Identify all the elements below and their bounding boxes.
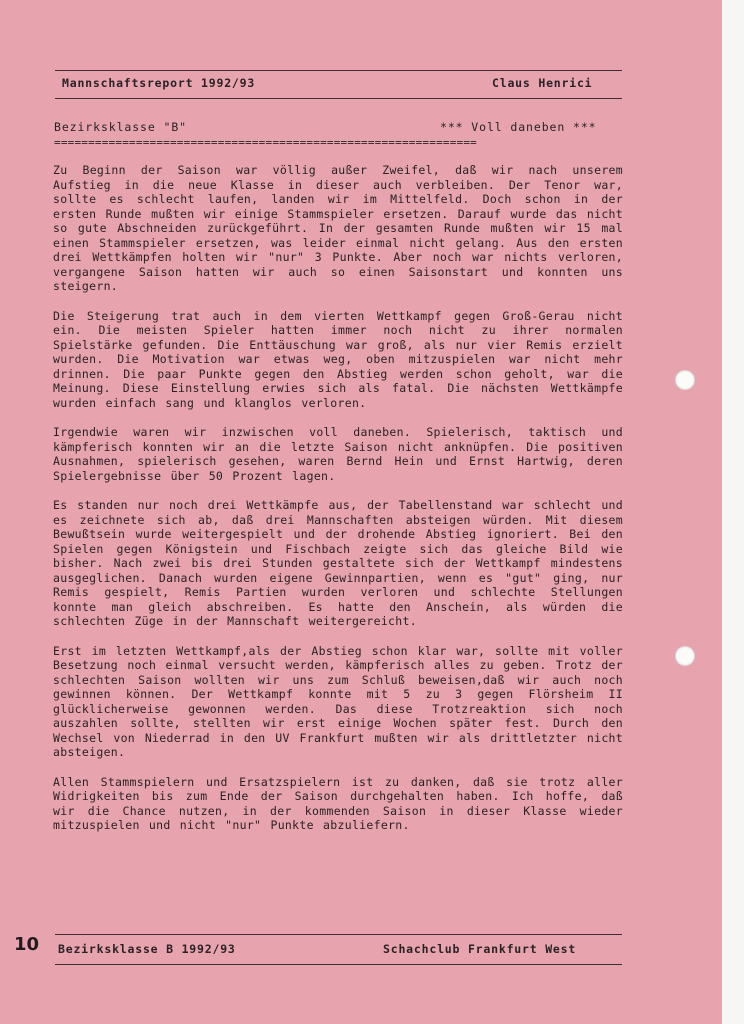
paragraph-5: Erst im letzten Wettkampf,als der Abstieg schon klar war, sollte mit voller Besetzung noch einmal versucht werden, kämpferisch alles zu geben. Trotz der schlechten Saison wollten wir uns zum Schluß beweisen,daß wir auch noch gewinnen können. Der Wettkampf konnte mit 5 zu 3 gegen Flörsheim II glücklicherweise gewonnen werden. Das diese Trotzreaktion sich noch auszahlen sollte, stellten wir erst einige Wochen später fest. Durch den Wechsel von Niederrad in den UV Frankfurt mußten wir als drittletzter nicht absteigen.: [53, 643, 623, 759]
punch-hole-bottom: [675, 646, 695, 666]
double-rule-divider: ==============================================================: [54, 138, 477, 147]
paragraph-6: Allen Stammspielern und Ersatzspielern ist zu danken, daß sie trotz aller Widrigkeiten bis zum Ende der Saison durchgehalten haben. Ich hoffe, daß wir die Chance nutzen, in der kommenden Saison in dieser Klasse wieder mitzuspielen und nicht "nur" Punkte abzuliefern.: [53, 774, 623, 832]
footer-bottom-rule: [55, 964, 622, 965]
paragraph-4: Es standen nur noch drei Wettkämpfe aus, der Tabellenstand war schlecht und es zeichnete sich ab, daß drei Mannschaften absteigen würden. Mit diesem Bewußtsein wurde weitergespielt und der drohende Abstieg ignoriert. Bei den Spielen gegen Königstein und Fischbach zeigte sich das gleiche Bild wie bisher. Nach zwei bis drei Stunden gestaltete sich der Wettkampf mindestens ausgeglichen. Danach wurden eigene Gewinnpartien, wenn es "gut" ging, nur Remis gespielt, Remis Partien wurden verloren und schlechte Stellungen konnte man gleich abschreiben. Es hatte den Anschein, als würden die schlechten Züge in der Mannschaft weitergereicht.: [53, 498, 623, 628]
page-number: 10: [14, 934, 40, 955]
report-title: Mannschaftsreport 1992/93: [62, 76, 256, 90]
author-name: Claus Henrici: [492, 76, 593, 90]
header-top-rule: [55, 70, 622, 71]
league-label: Bezirksklasse "B": [54, 120, 188, 134]
scan-margin: [722, 0, 744, 1024]
punch-hole-top: [675, 370, 695, 390]
footer-top-rule: [55, 934, 622, 935]
header-bottom-rule: [55, 98, 622, 99]
report-motto: *** Voll daneben ***: [440, 120, 597, 134]
paragraph-3: Irgendwie waren wir inzwischen voll daneben. Spielerisch, taktisch und kämpferisch konnten wir an die letzte Saison nicht anknüpfen. Die positiven Ausnahmen, spielerisch gesehen, waren Bernd Hein und Ernst Hartwig, deren Spielergebnisse über 50 Prozent lagen.: [53, 425, 623, 483]
paragraph-1: Zu Beginn der Saison war völlig außer Zweifel, daß wir nach unserem Aufstieg in die neue Klasse in dieser auch verbleiben. Der Tenor war, sollte es schlecht laufen, landen wir im Mittelfeld. Doch schon in der ersten Runde mußten wir einige Stammspieler ersetzen. Darauf wurde das nicht so gute Abschneiden zurückgeführt. In der gesamten Runde mußten wir 15 mal einen Stammspieler ersetzen, was leider einmal nicht gelang. Aus den ersten drei Wettkämpfen holten wir "nur" 3 Punkte. Aber noch war nichts verloren, vergangene Saison hatten wir auch so einen Saisonstart und konnten uns steigern.: [53, 163, 623, 293]
footer-club: Schachclub Frankfurt West: [383, 942, 577, 956]
report-body: [53, 163, 623, 848]
paragraph-2: Die Steigerung trat auch in dem vierten Wettkampf gegen Groß-Gerau nicht ein. Die meisten Spieler hatten immer noch nicht zu ihrer normalen Spielstärke gefunden. Die Enttäuschung war groß, als nur vier Remis erzielt wurden. Die Motivation war etwas weg, oben mitzuspielen war nicht mehr drinnen. Die paar Punkte gegen den Abstieg werden schon geholt, war die Meinung. Diese Einstellung erwies sich als fatal. Die nächsten Wettkämpfe wurden einfach sang und klanglos verloren.: [53, 308, 623, 410]
footer-league: Bezirksklasse B 1992/93: [58, 942, 236, 956]
